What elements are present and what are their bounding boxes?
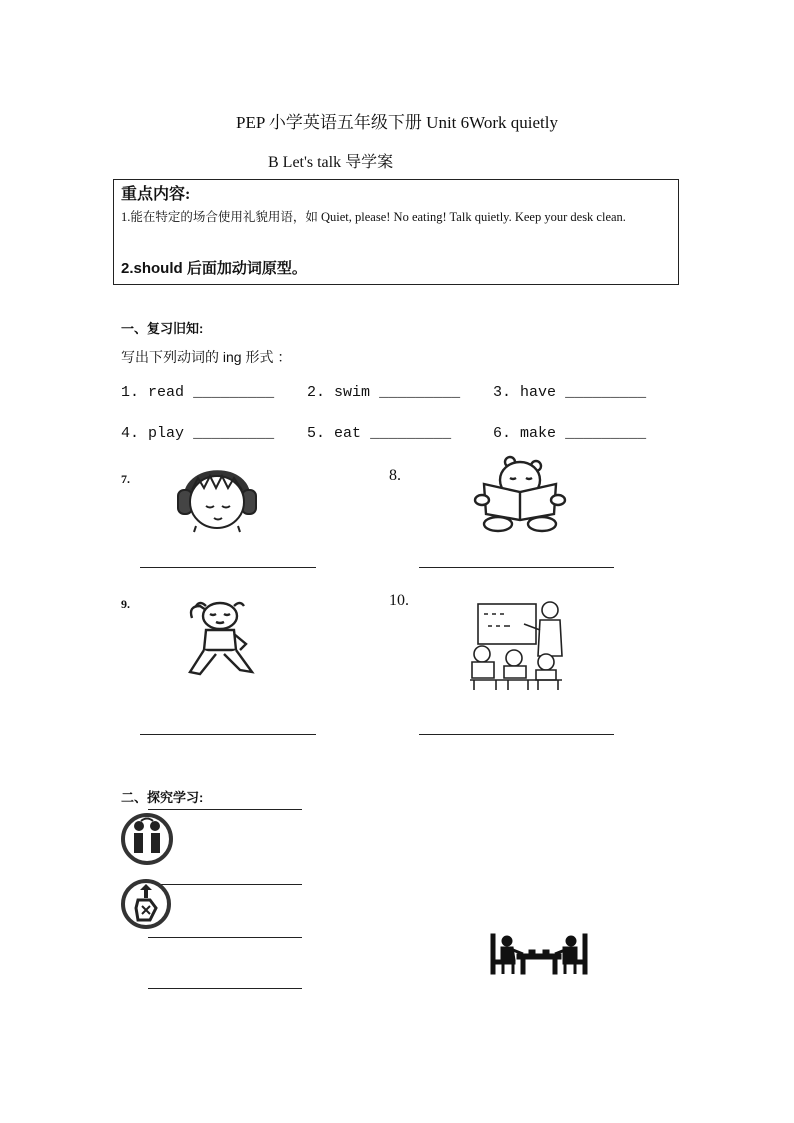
answer-blank[interactable]: _________	[565, 425, 647, 442]
key-content-heading: 重点内容:	[121, 186, 191, 203]
classroom-teacher-icon	[466, 600, 566, 692]
exercise-number: 5.	[307, 425, 326, 442]
exercise-word: have	[520, 384, 557, 401]
exercise-word: read	[148, 384, 185, 401]
exercise-word: swim	[334, 384, 371, 401]
girl-listening-headphones-icon	[172, 456, 262, 532]
answer-line[interactable]	[419, 567, 614, 568]
answer-line[interactable]	[148, 937, 302, 938]
picture-number-9: 9.	[121, 597, 130, 611]
picture-number-7: 7.	[121, 472, 130, 486]
keep-desk-clean-sign-icon	[120, 878, 174, 930]
section-1-instruction: 写出下列动词的 ing 形式 ：	[121, 349, 292, 365]
exercise-number: 4.	[121, 425, 140, 442]
exercise-number: 2.	[307, 384, 326, 401]
page-title: PEP 小学英语五年级下册 Unit 6Work quietly	[236, 113, 558, 132]
exercise-item	[493, 384, 646, 401]
section-2-heading: 二、探究学习:	[121, 790, 204, 805]
answer-blank[interactable]: _________	[379, 384, 461, 401]
answer-line[interactable]	[140, 734, 316, 735]
exercise-item	[493, 425, 646, 442]
girl-reading-book-icon	[474, 456, 566, 532]
exercise-item	[121, 384, 274, 401]
exercise-number: 1.	[121, 384, 140, 401]
answer-line[interactable]	[148, 988, 302, 989]
exercise-word: eat	[334, 425, 362, 442]
section-1-heading: 一、复习旧知:	[121, 321, 204, 336]
working-at-table-icon	[491, 934, 587, 976]
exercise-item	[307, 425, 451, 442]
key-content-point-2: 2.should 后面加动词原型。	[121, 260, 307, 277]
exercise-item	[307, 384, 460, 401]
key-content-point-1: 1.能在特定的场合使用礼貌用语，如 Quiet, please! No eating! Talk quietly. Keep your desk clean.	[121, 210, 626, 224]
answer-blank[interactable]: _________	[370, 425, 452, 442]
picture-number-10: 10.	[389, 592, 409, 609]
exercise-number: 6.	[493, 425, 512, 442]
answer-line[interactable]	[140, 567, 316, 568]
picture-number-8: 8.	[389, 467, 401, 484]
answer-blank[interactable]: _________	[193, 384, 275, 401]
exercise-number: 3.	[493, 384, 512, 401]
exercise-word: play	[148, 425, 185, 442]
exercise-word: make	[520, 425, 557, 442]
answer-blank[interactable]: _________	[565, 384, 647, 401]
exercise-item	[121, 425, 274, 442]
child-doing-exercise-icon	[180, 598, 260, 678]
answer-line[interactable]	[419, 734, 614, 735]
answer-line[interactable]	[148, 809, 302, 810]
answer-blank[interactable]: _________	[193, 425, 275, 442]
page-subtitle: B Let's talk 导学案	[268, 154, 394, 171]
talk-quietly-sign-icon	[120, 812, 174, 866]
